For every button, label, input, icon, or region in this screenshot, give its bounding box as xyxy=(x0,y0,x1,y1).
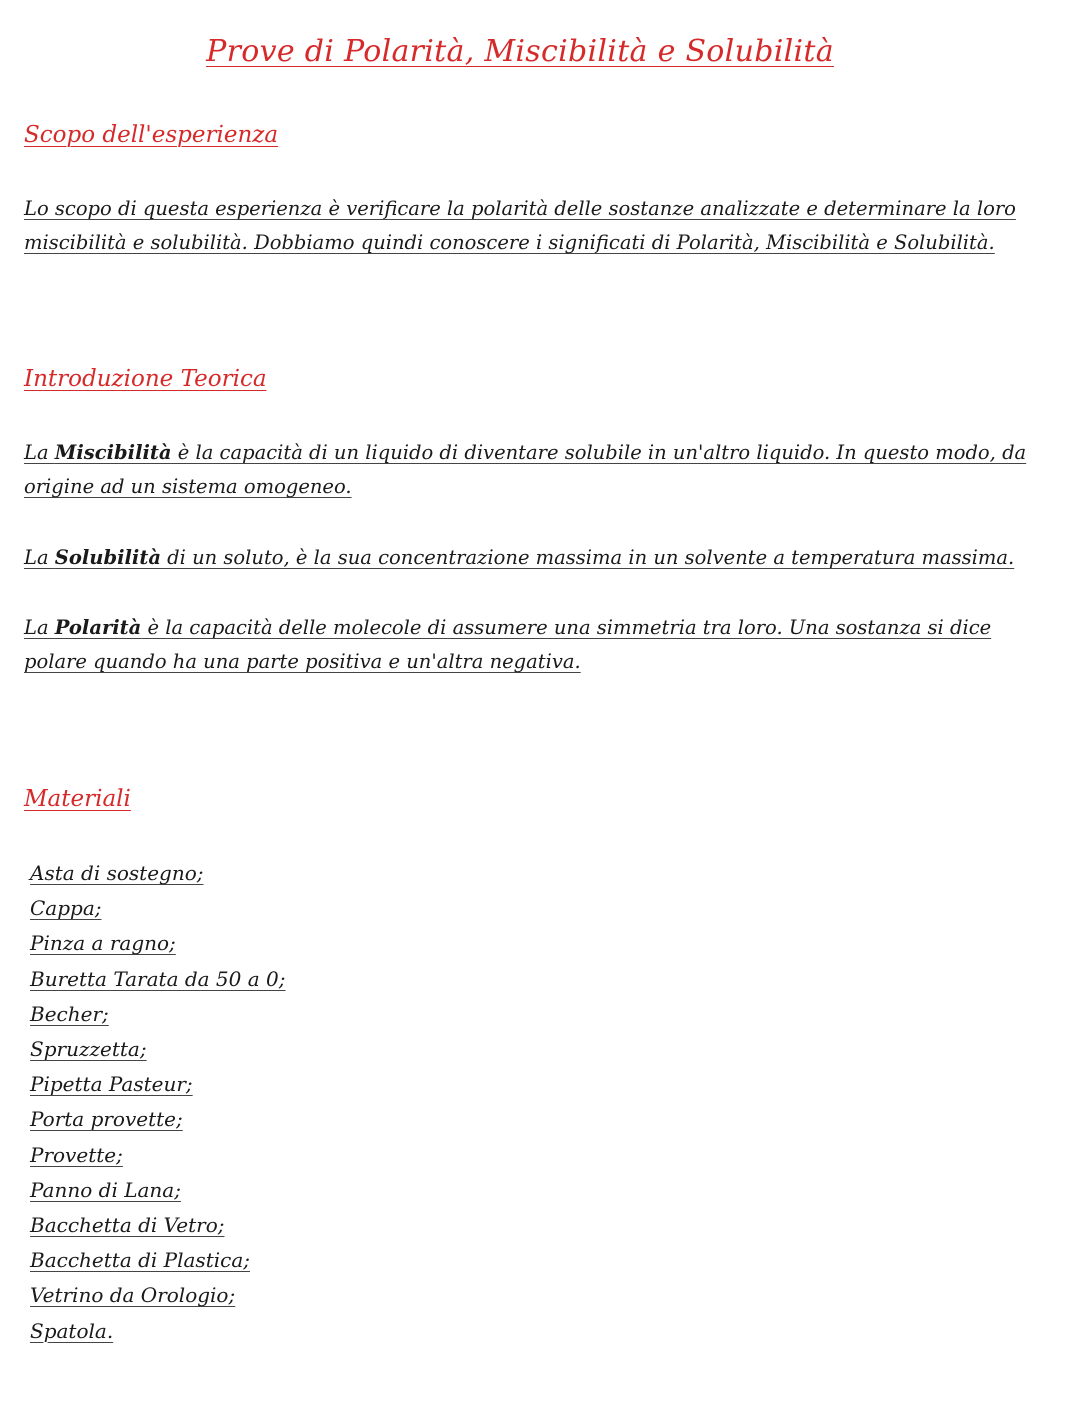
paragraph-scopo: Lo scopo di questa esperienza è verificare la polarità delle sostanze analizzate e determinare la loro miscibilità e solubilità. Dobbiamo quindi conoscere i significati di Polarità, Miscibilità e Solubilità. xyxy=(24,197,1016,254)
solubilita-term: Solubilità xyxy=(54,546,161,569)
list-item: Bacchetta di Plastica; xyxy=(30,1248,250,1273)
list-item: Spruzzetta; xyxy=(30,1037,147,1062)
list-item: Provette; xyxy=(30,1142,123,1167)
list-item: Becher; xyxy=(30,1001,109,1026)
solubilita-text: di un soluto, è la sua concentrazione massima in un solvente a temperatura massima. xyxy=(160,546,1015,569)
paragraph-polarita xyxy=(24,611,1060,679)
list-item: Pipetta Pasteur; xyxy=(30,1072,193,1097)
heading-materiali: Materiali xyxy=(24,786,131,812)
list-item: Spatola. xyxy=(30,1318,114,1343)
heading-scopo: Scopo dell'esperienza xyxy=(24,122,279,148)
list-item: Vetrino da Orologio; xyxy=(30,1283,236,1308)
list-item: Porta provette; xyxy=(30,1107,183,1132)
solubilita-prefix: La xyxy=(24,546,55,569)
list-item: Cappa; xyxy=(30,896,102,921)
list-item: Pinza a ragno; xyxy=(30,931,176,956)
paragraph-miscibilita xyxy=(24,436,1060,504)
list-item: Bacchetta di Vetro; xyxy=(30,1213,225,1238)
list-item: Asta di sostegno; xyxy=(30,861,204,885)
miscibilita-term: Miscibilità xyxy=(54,441,172,464)
polarita-term: Polarità xyxy=(54,616,142,639)
polarita-prefix: La xyxy=(24,616,55,639)
heading-introduzione: Introduzione Teorica xyxy=(24,366,267,392)
materials-list xyxy=(30,856,285,1349)
list-item: Panno di Lana; xyxy=(30,1177,181,1202)
polarita-text: è la capacità delle molecole di assumere una simmetria tra loro. Una sostanza si dice polare quando ha una parte positiva e un'altra negativa. xyxy=(24,616,992,673)
document-title: Prove di Polarità, Miscibilità e Solubilità xyxy=(206,34,834,69)
paragraph-solubilita xyxy=(24,541,1060,575)
list-item: Buretta Tarata da 50 a 0; xyxy=(30,966,286,991)
miscibilita-text: è la capacità di un liquido di diventare solubile in un'altro liquido. In questo modo, da origine ad un sistema omogeneo. xyxy=(24,441,1027,498)
miscibilita-prefix: La xyxy=(24,441,55,464)
